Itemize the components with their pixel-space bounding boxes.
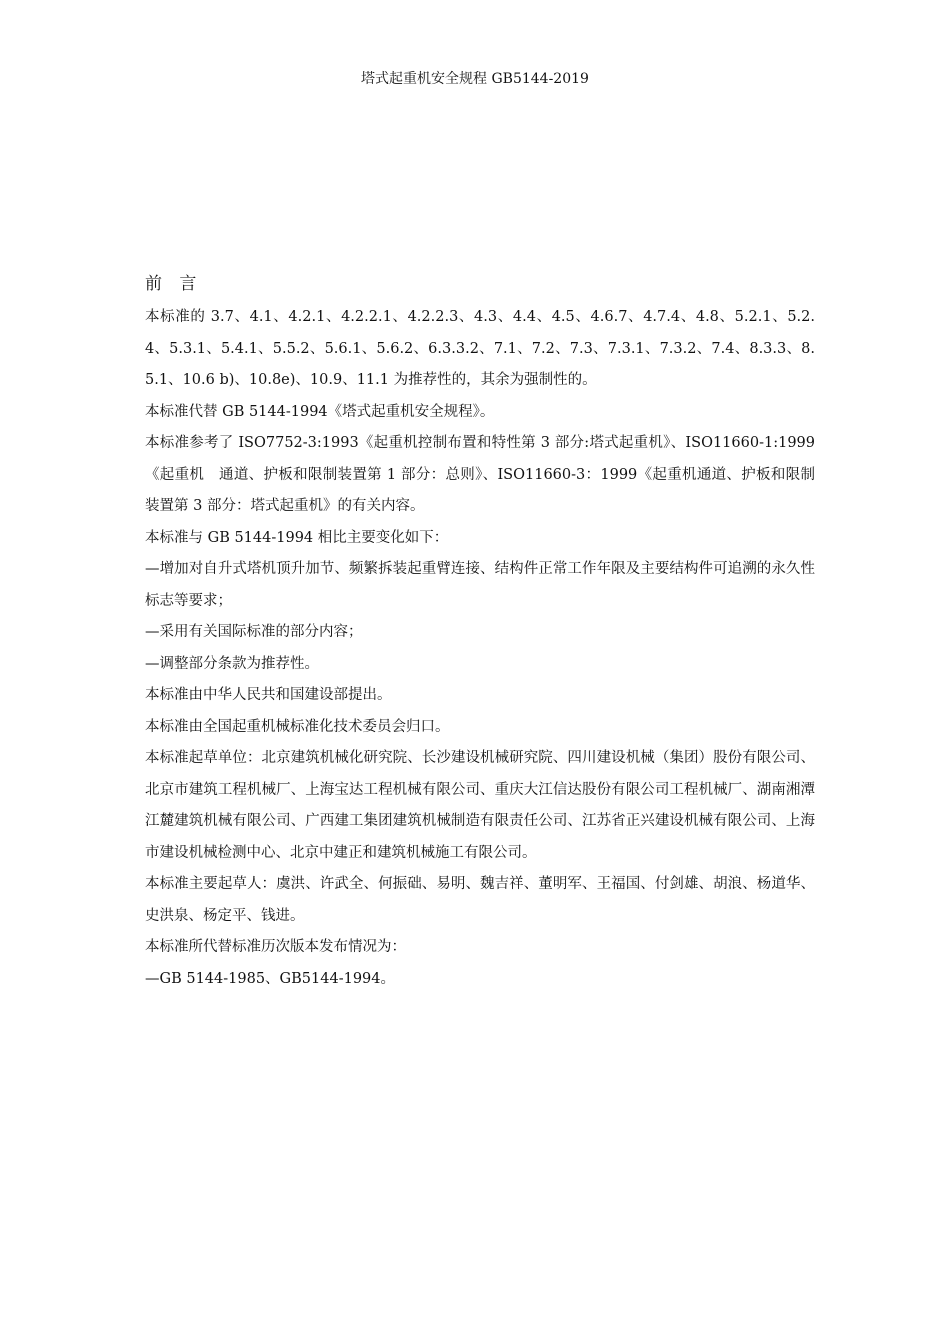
paragraph-drafting-units: 本标准起草单位：北京建筑机械化研究院、长沙建设机械研究院、四川建设机械（集团）股份有限公司、北京市建筑工程机械厂、上海宝达工程机械有限公司、重庆大江信达股份有限公司工程机械厂、湖南湘潭江麓建筑机械有限公司、广西建工集团建筑机械制造有限责任公司、江苏省正兴建设机械有限公司、上海市建设机械检测中心、北京中建正和建筑机械施工有限公司。: [145, 750, 815, 861]
paragraph-recommended-clauses: 本标准的 3.7、4.1、4.2.1、4.2.2.1、4.2.2.3、4.3、4.4、4.5、4.6.7、4.7.4、4.8、5.2.1、5.2.4、5.3.1、5.4.1、5.5.2、5.6.1、5.6.2、6.3.3.2、7.1、7.2、7.3、7.3.1、7.3.2、7.4、8.3.3、8.5.1、10.6 b)、10.8e)、10.9、11.1 为推荐性的，其余为强制性的。: [145, 309, 815, 388]
foreword-section: [145, 270, 815, 995]
list-item-change-3: —调整部分条款为推荐性。: [145, 655, 319, 672]
paragraph-references: 本标准参考了 ISO7752-3:1993《起重机控制布置和特性第 3 部分:塔式起重机》、ISO11660-1:1999《起重机 通道、护板和限制装置第 1 部分：总则》、ISO11660-3：1999《起重机通道、护板和限制装置第 3 部分：塔式起重机》的有关内容。: [145, 435, 815, 514]
section-title: 前 言: [145, 274, 203, 294]
list-item-change-1: —增加对自升式塔机顶升加节、频繁拆装起重臂连接、结构件正常工作年限及主要结构件可追溯的永久性标志等要求；: [145, 561, 815, 609]
list-item-history: —GB 5144-1985、GB5144-1994。: [145, 970, 395, 987]
list-item-change-2: —采用有关国际标准的部分内容；: [145, 624, 363, 640]
running-header: 塔式起重机安全规程 GB5144-2019: [361, 71, 589, 87]
paragraph-history-intro: 本标准所代替标准历次版本发布情况为：: [145, 939, 406, 955]
paragraph-drafters: 本标准主要起草人：虞洪、许武全、何振础、易明、魏吉祥、董明军、王福国、付剑雄、胡浪、杨道华、史洪泉、杨定平、钱进。: [145, 876, 815, 924]
paragraph-proposed-by: 本标准由中华人民共和国建设部提出。: [145, 687, 392, 703]
paragraph-administered-by: 本标准由全国起重机械标准化技术委员会归口。: [145, 718, 450, 735]
paragraph-changes-intro: 本标准与 GB 5144-1994 相比主要变化如下：: [145, 529, 449, 546]
paragraph-replaces: 本标准代替 GB 5144-1994《塔式起重机安全规程》。: [145, 403, 495, 420]
